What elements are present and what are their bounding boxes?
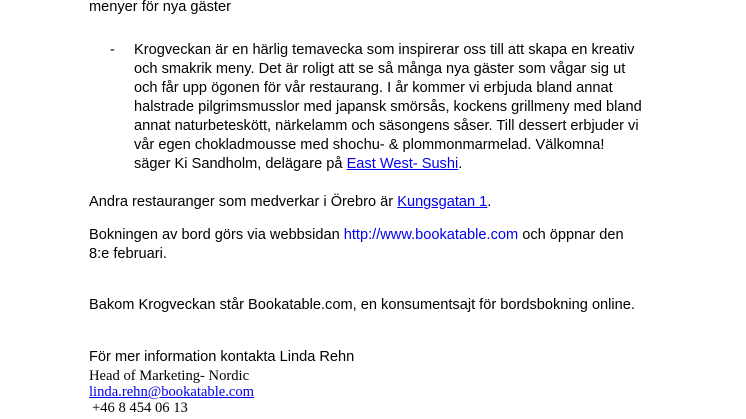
bullet-line: vår egen chokladmousse med shochu- & plommonmarmelad. Välkomna! bbox=[134, 137, 605, 153]
booking-prefix: Bokningen av bord görs via webbsidan bbox=[89, 227, 344, 243]
booking-line-2: 8:e februari. bbox=[89, 246, 167, 262]
bullet-line: halstrade pilgrimsmusslor med japansk smörsås, kockens grillmeny med bland bbox=[134, 99, 642, 115]
contact-intro bbox=[89, 348, 354, 367]
about-text: Bakom Krogveckan står Bookatable.com, en konsumentsajt för bordsbokning online. bbox=[89, 297, 635, 313]
others-suffix: . bbox=[487, 194, 492, 210]
booking-suffix: och öppnar den bbox=[518, 227, 624, 243]
bullet-line: annat naturbeteskött, närkelamm och säsongens såser. Till dessert erbjuder vi bbox=[134, 118, 639, 134]
intro-text bbox=[89, 0, 231, 17]
about-paragraph bbox=[89, 296, 635, 315]
kungsgatan-link[interactable]: Kungsgatan 1 bbox=[397, 194, 488, 210]
bookatable-url-link[interactable]: http://www.bookatable.com bbox=[343, 227, 519, 243]
booking-paragraph bbox=[89, 226, 624, 264]
other-restaurants-paragraph bbox=[89, 193, 491, 212]
contact-phone: +46 8 454 06 13 bbox=[92, 400, 188, 416]
bullet-line: och får upp ögonen för vår restaurang. I år kommer vi erbjuda bland annat bbox=[134, 80, 613, 96]
others-prefix: Andra restauranger som medverkar i Örebro är bbox=[89, 194, 398, 210]
contact-email-link[interactable]: linda.rehn@bookatable.com bbox=[89, 384, 254, 400]
booking-line-1 bbox=[89, 226, 624, 245]
bullet-last-line bbox=[134, 155, 690, 174]
bullet-paragraph bbox=[134, 41, 690, 174]
bullet-last-suffix: . bbox=[458, 156, 463, 172]
bullet-last-prefix: säger Ki Sandholm, delägare på bbox=[134, 156, 347, 172]
contact-title: Head of Marketing- Nordic bbox=[89, 368, 250, 384]
contact-details bbox=[89, 368, 254, 416]
bullet-dash: - bbox=[110, 42, 115, 58]
contact-intro-text: För mer information kontakta Linda Rehn bbox=[89, 349, 355, 365]
east-west-sushi-link[interactable]: East West- Sushi bbox=[346, 156, 459, 172]
bullet-line: och smakrik meny. Det är roligt att se så många nya gäster som vågar sig ut bbox=[134, 61, 626, 77]
intro-tail: menyer för nya gäster bbox=[89, 0, 231, 15]
bullet-line: Krogveckan är en härlig temavecka som inspirerar oss till att skapa en kreativ bbox=[134, 42, 635, 58]
